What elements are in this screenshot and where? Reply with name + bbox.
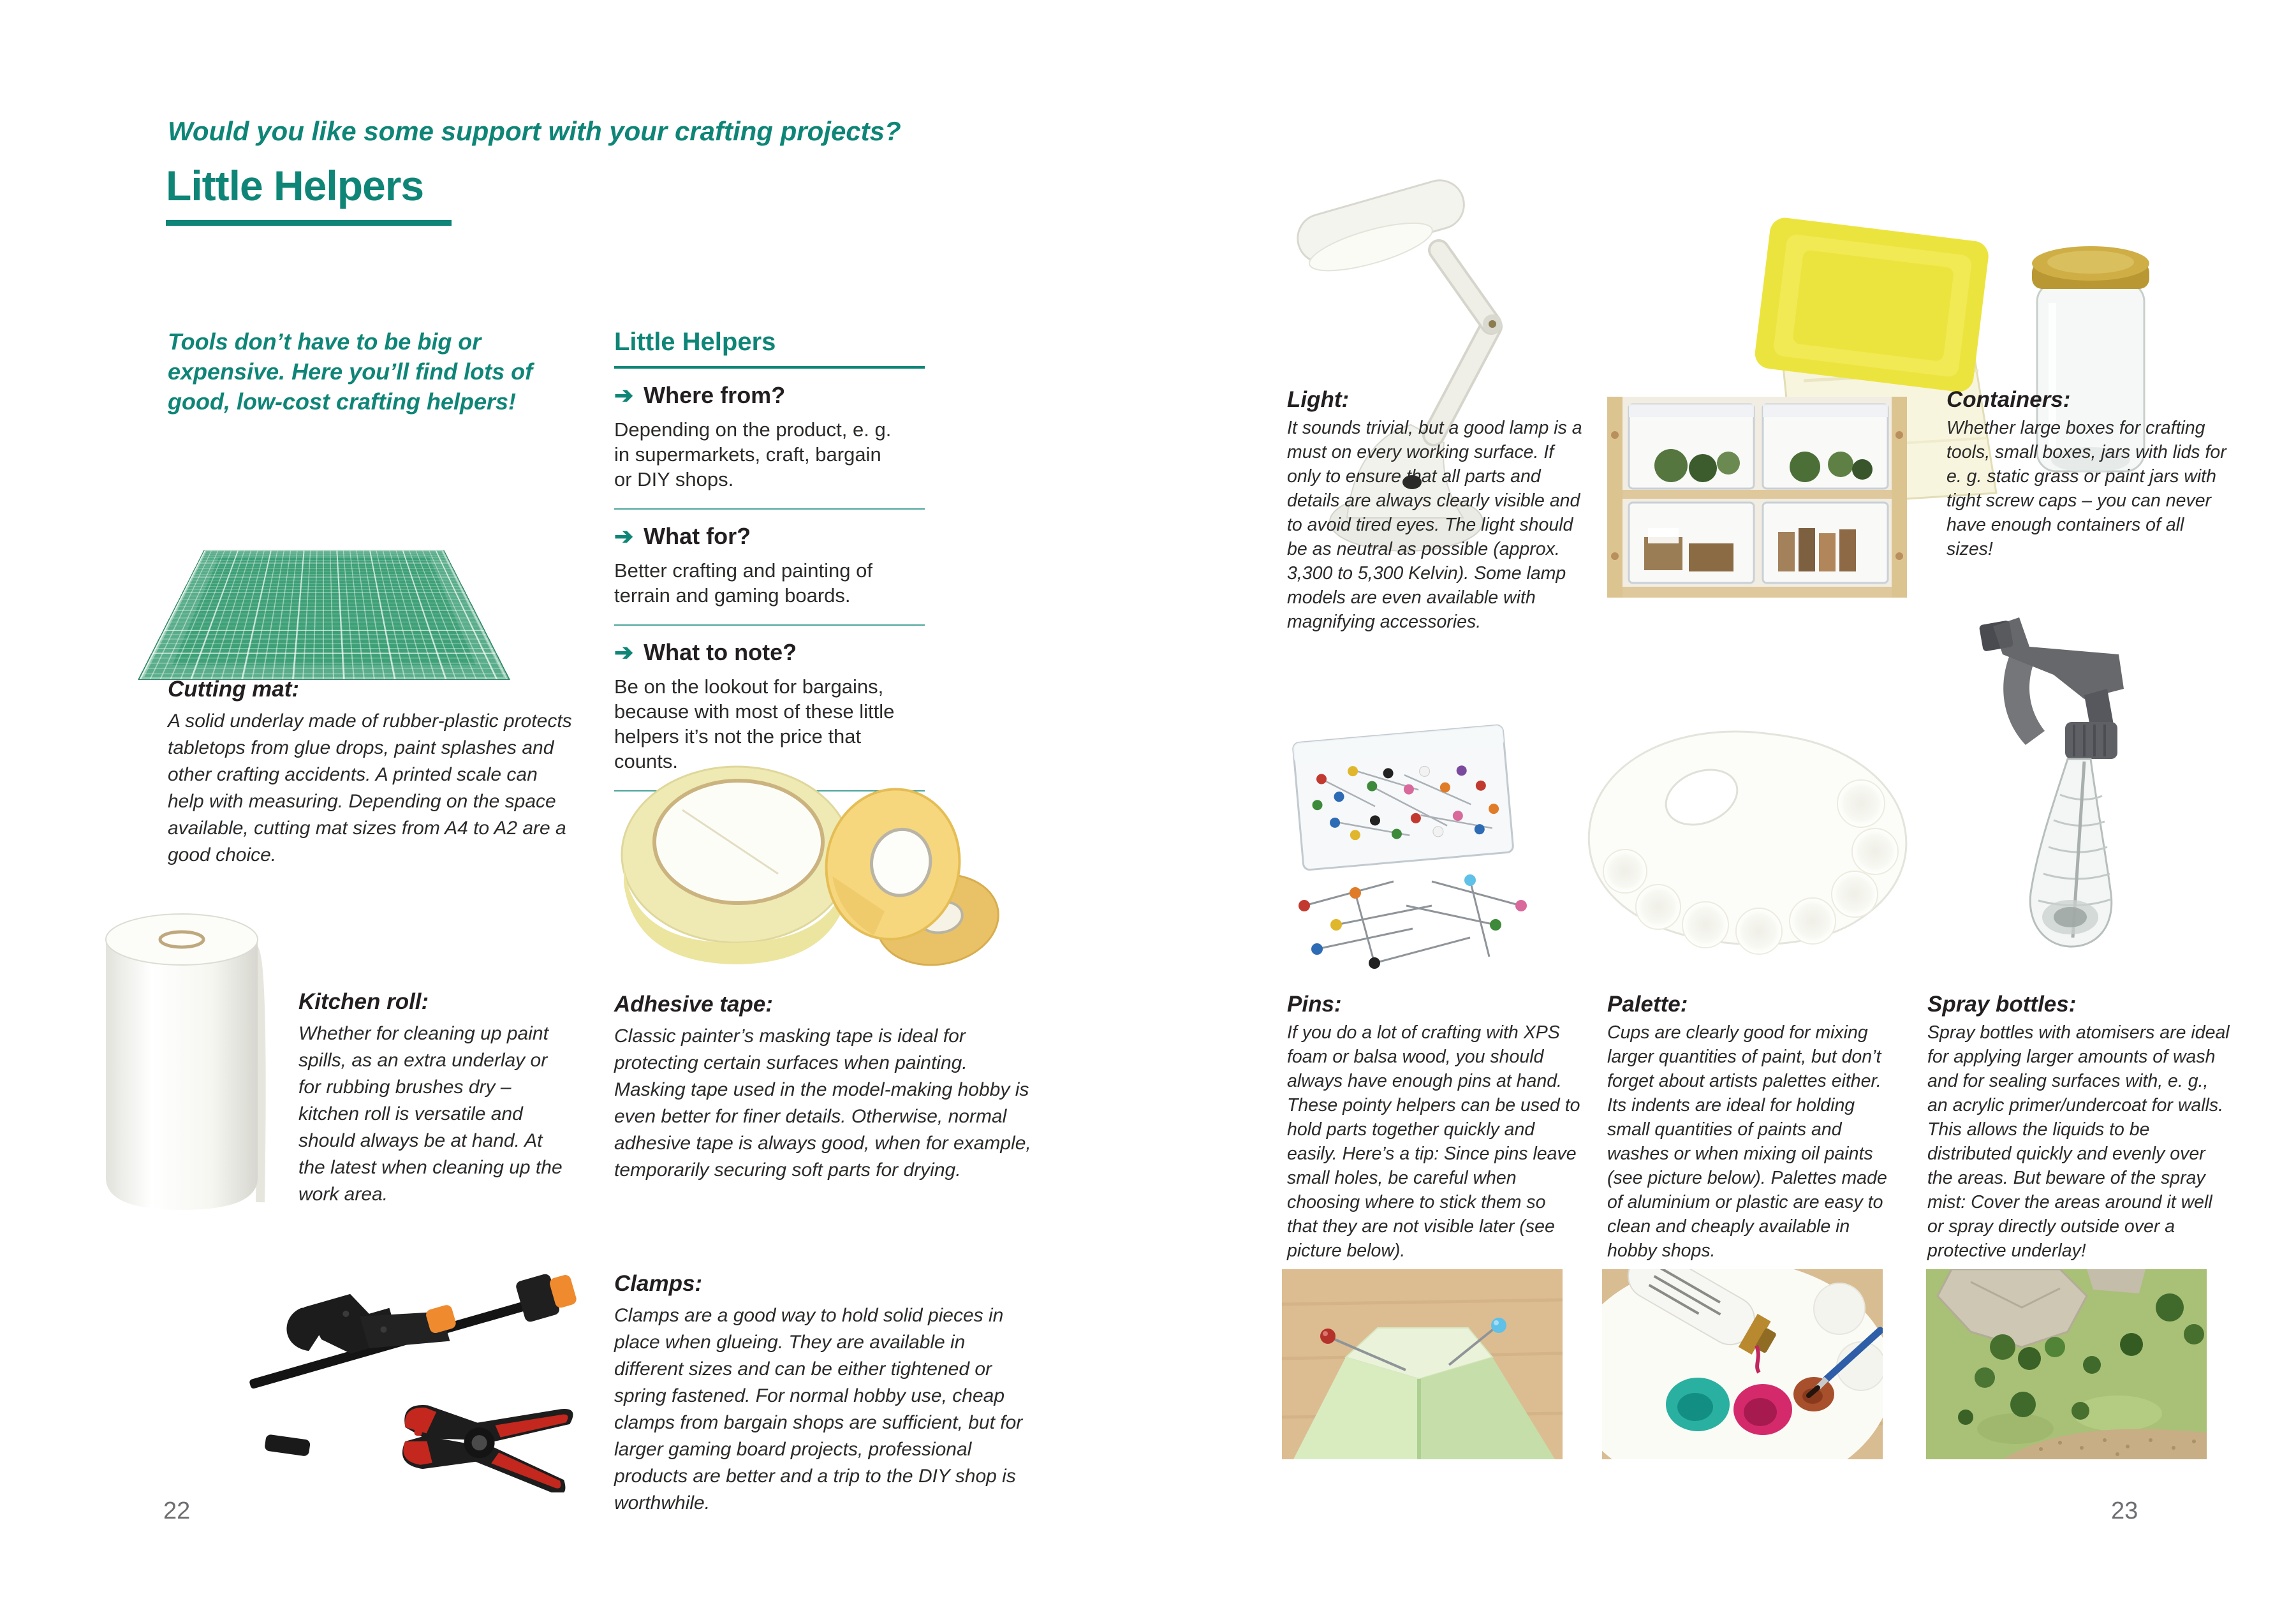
light-body: It sounds trivial, but a good lamp is a must on every working surface. If only to ensure that all parts and details are always clearly visible and to avoid tired eyes. The light should be as neutral as possible (approx. 3,300 to 5,300 Kelvin). Some lamp models are even available with magnifying accessories. [1287, 418, 1582, 632]
photo-terrain [1926, 1269, 2207, 1459]
storage-boxes-photo [1607, 397, 1907, 598]
adhesive-tape-body: Classic painter’s masking tape is ideal for protecting certain surfaces when painting. Masking tape used in the model-making hobby is even better for finer details. Otherwise, normal adhesive tape is always good, when for example, temporarily securing soft parts for drying. [614, 1026, 1031, 1181]
info-answer: Better crafting and painting of terrain and gaming boards. [614, 559, 872, 607]
palette-image [1563, 721, 1923, 960]
page-title: Little Helpers [166, 162, 424, 209]
kitchen-roll-heading: Kitchen roll: [298, 989, 429, 1014]
arrow-icon: ➔ [614, 639, 634, 665]
containers-heading: Containers: [1946, 387, 2071, 412]
light-heading: Light: [1287, 387, 1350, 412]
left-page-number: 22 [163, 1498, 191, 1524]
clamps-heading: Clamps: [614, 1271, 703, 1296]
arrow-icon: ➔ [614, 523, 634, 549]
cutting-mat-body: A solid underlay made of rubber-plastic protects tabletops from glue drops, paint splashes and other crafting accidents. A printed scale can help with measuring. Depending on the space available, cutting mat sizes from A4 to A2 are a good choice. [168, 711, 572, 865]
right-page-number: 23 [2111, 1498, 2138, 1524]
info-answer: Depending on the product, e. g. in supermarkets, craft, bargain or DIY shops. [614, 418, 892, 490]
clamps-body: Clamps are a good way to hold solid pieces in place when glueing. They are available in different sizes and can be either tightened or spring fastened. For normal hobby use, cheap clamps from bargain shops are sufficient, but for larger gaming board projects, professional products are better and a trip to the DIY shop is worthwhile. [614, 1305, 1023, 1513]
info-answer: Be on the lookout for bargains, because with most of these little helpers it’s not the price that counts. [614, 675, 895, 772]
arrow-icon: ➔ [614, 382, 634, 408]
info-question: Where from? [644, 382, 786, 408]
palette-heading: Palette: [1607, 992, 1688, 1017]
info-box-title: Little Helpers [614, 328, 776, 356]
adhesive-tape-heading: Adhesive tape: [614, 992, 773, 1017]
spray-bottles-body: Spray bottles with atomisers are ideal for applying larger amounts of wash and for sealing surfaces with, e. g., an acrylic primer/undercoat for walls. This allows the liquids to be distributed quickly and evenly over the areas. But beware of the spray mist: Cover the areas around it well or spray directly outside over a protective underlay! [1927, 1022, 2230, 1261]
kitchen-roll-body: Whether for cleaning up paint spills, as an extra underlay or for rubbing brushes dry – kitchen roll is versatile and should always be at hand. At the latest when cleaning up the work area. [298, 1023, 563, 1205]
photo-palette-mixing [1602, 1269, 1883, 1459]
pins-image [1279, 714, 1540, 969]
containers-body: Whether large boxes for crafting tools, small boxes, jars with lids for e. g. static grass or paint jars with tight screw caps – you can never have enough containers of all sizes! [1946, 418, 2226, 559]
spray-bottles-heading: Spray bottles: [1927, 992, 2077, 1017]
cutting-mat-heading: Cutting mat: [168, 677, 300, 702]
kicker-line: Would you like some support with your crafting projects? [168, 116, 901, 146]
spray-bottle-image [1958, 593, 2168, 963]
info-question: What for? [644, 523, 751, 549]
pins-body: If you do a lot of crafting with XPS foam or balsa wood, you should always have enough pins at hand. These pointy helpers can be used to hold parts together quickly and easily. Here’s a tip: Since pins leave small holes, be careful when choosing where to stick them so that they are not visible later (see picture below). [1287, 1022, 1580, 1261]
intro-text: Tools don’t have to be big or expensive. Here you’ll find lots of good, low-cost crafting helpers! [168, 328, 533, 415]
pins-heading: Pins: [1287, 992, 1342, 1017]
palette-body: Cups are clearly good for mixing larger quantities of paint, but don’t forget about artists palettes either. Its indents are ideal for holding small quantities of paints and washes or when mixing oil paints (see picture below). Palettes made of aluminium or plastic are easy to clean and cheaply available in hobby shops. [1607, 1022, 1887, 1261]
photo-pins-in-foam [1282, 1269, 1563, 1459]
info-question: What to note? [644, 639, 797, 665]
